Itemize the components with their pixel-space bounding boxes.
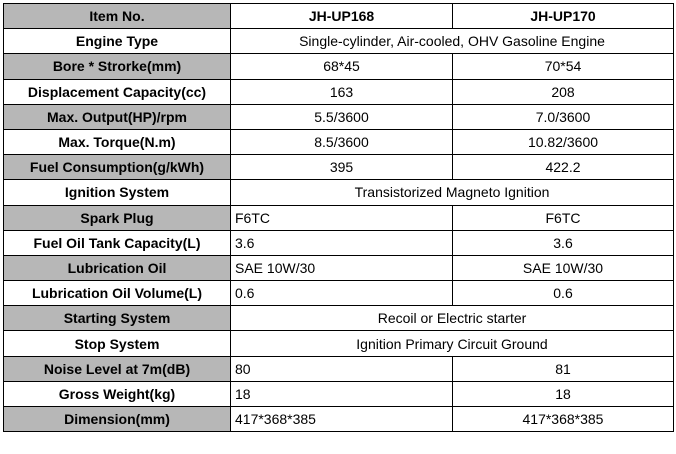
- table-row: [4, 230, 674, 255]
- row-label: Ignition System: [4, 180, 231, 205]
- row-label: Displacement Capacity(cc): [4, 79, 231, 104]
- row-value-b: 3.6: [453, 230, 674, 255]
- table-row: [4, 281, 674, 306]
- row-value-a: SAE 10W/30: [231, 255, 453, 280]
- row-label: Lubrication Oil: [4, 255, 231, 280]
- row-value-b: 70*54: [453, 54, 674, 79]
- table-row: [4, 104, 674, 129]
- row-label: Spark Plug: [4, 205, 231, 230]
- table-row: [4, 180, 674, 205]
- row-value-a: F6TC: [231, 205, 453, 230]
- row-value-a: 395: [231, 155, 453, 180]
- row-label: Stop System: [4, 331, 231, 356]
- row-value-span: Ignition Primary Circuit Ground: [231, 331, 674, 356]
- row-label: Noise Level at 7m(dB): [4, 356, 231, 381]
- row-value-a: 163: [231, 79, 453, 104]
- table-row: [4, 381, 674, 406]
- table-row: [4, 54, 674, 79]
- header-item-no: Item No.: [4, 4, 231, 29]
- row-value-b: F6TC: [453, 205, 674, 230]
- table-row: [4, 29, 674, 54]
- row-label: Max. Output(HP)/rpm: [4, 104, 231, 129]
- row-label: Bore * Strorke(mm): [4, 54, 231, 79]
- row-value-a: 18: [231, 381, 453, 406]
- row-value-span: Single-cylinder, Air-cooled, OHV Gasoline Engine: [231, 29, 674, 54]
- table-row: [4, 129, 674, 154]
- header-model-b: JH-UP170: [453, 4, 674, 29]
- row-value-b: 18: [453, 381, 674, 406]
- row-value-a: 68*45: [231, 54, 453, 79]
- row-label: Lubrication Oil Volume(L): [4, 281, 231, 306]
- row-label: Engine Type: [4, 29, 231, 54]
- row-value-b: 208: [453, 79, 674, 104]
- row-value-a: 0.6: [231, 281, 453, 306]
- row-label: Max. Torque(N.m): [4, 129, 231, 154]
- table-row: [4, 407, 674, 432]
- row-value-a: 8.5/3600: [231, 129, 453, 154]
- row-value-a: 80: [231, 356, 453, 381]
- table-row: [4, 205, 674, 230]
- row-label: Fuel Consumption(g/kWh): [4, 155, 231, 180]
- row-value-b: 10.82/3600: [453, 129, 674, 154]
- table-header-row: [4, 4, 674, 29]
- row-value-a: 5.5/3600: [231, 104, 453, 129]
- row-value-b: 81: [453, 356, 674, 381]
- row-label: Gross Weight(kg): [4, 381, 231, 406]
- row-value-b: 0.6: [453, 281, 674, 306]
- row-value-span: Transistorized Magneto Ignition: [231, 180, 674, 205]
- row-label: Starting System: [4, 306, 231, 331]
- table-row: [4, 356, 674, 381]
- table-row: [4, 79, 674, 104]
- row-label: Dimension(mm): [4, 407, 231, 432]
- row-value-b: 417*368*385: [453, 407, 674, 432]
- header-model-a: JH-UP168: [231, 4, 453, 29]
- row-value-span: Recoil or Electric starter: [231, 306, 674, 331]
- table-row: [4, 255, 674, 280]
- table-row: [4, 306, 674, 331]
- row-value-a: 3.6: [231, 230, 453, 255]
- row-label: Fuel Oil Tank Capacity(L): [4, 230, 231, 255]
- table-row: [4, 155, 674, 180]
- table-row: [4, 331, 674, 356]
- row-value-a: 417*368*385: [231, 407, 453, 432]
- row-value-b: 422.2: [453, 155, 674, 180]
- row-value-b: 7.0/3600: [453, 104, 674, 129]
- spec-table: [3, 3, 674, 432]
- row-value-b: SAE 10W/30: [453, 255, 674, 280]
